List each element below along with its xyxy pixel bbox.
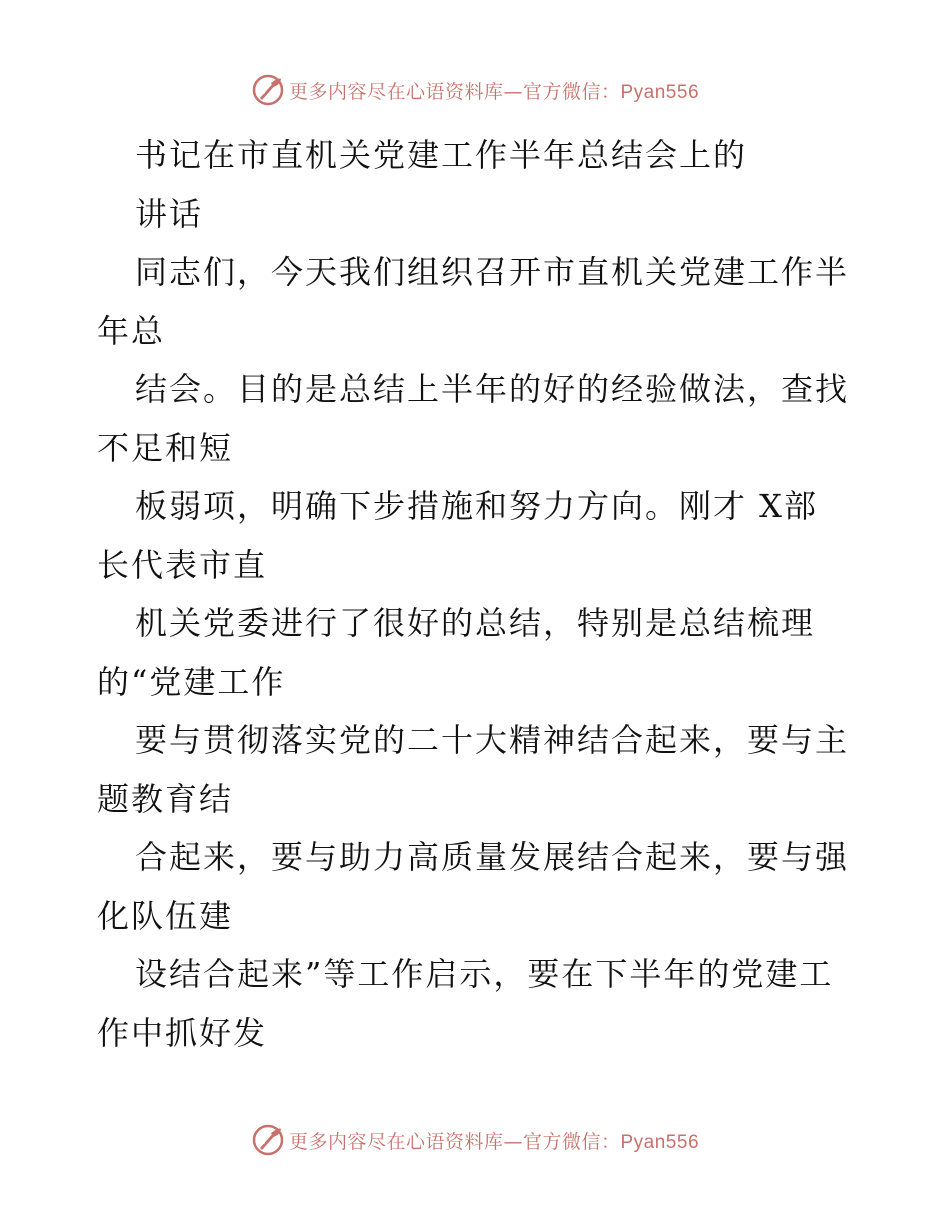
text-line: 要与贯彻落实党的二十大精神结合起来，要与主 [135,721,850,759]
text-line: 化队伍建 [97,896,234,935]
text-line: 讲话 [135,194,204,233]
watermark-handle: Pyan556 [620,81,700,103]
text-line: 设结合起来”等工作启示，要在下半年的党建工 [135,955,834,993]
quill-pen-logo-icon [251,73,285,107]
text-line: 不足和短 [97,428,234,467]
text-line: 年总 [97,311,166,350]
quill-pen-logo-icon [251,1123,285,1157]
text-line: 同志们，今天我们组织召开市直机关党建工作半 [135,253,850,291]
text-line: 板弱项，明确下步措施和努力方向。刚才 X部 [135,487,818,525]
text-line: 合起来，要与助力高质量发展结合起来，要与强 [135,838,850,876]
footer-watermark [0,1120,950,1160]
text-line: 题教育结 [97,779,234,818]
document-body [97,126,897,1062]
watermark-text: 更多内容尽在心语资料库—官方微信：Pyan556 [288,80,700,103]
header-watermark [0,70,950,110]
text-line: 作中抓好发 [97,1013,268,1052]
text-line: 长代表市直 [97,545,268,584]
watermark-handle: Pyan556 [620,1131,700,1153]
text-line: 的“党建工作 [97,662,286,701]
text-line: 机关党委进行了很好的总结，特别是总结梳理 [135,604,816,642]
text-line: 书记在市直机关党建工作半年总结会上的 [135,136,748,174]
watermark-text: 更多内容尽在心语资料库—官方微信：Pyan556 [288,1130,700,1153]
text-line: 结会。目的是总结上半年的好的经验做法，查找 [135,370,850,408]
